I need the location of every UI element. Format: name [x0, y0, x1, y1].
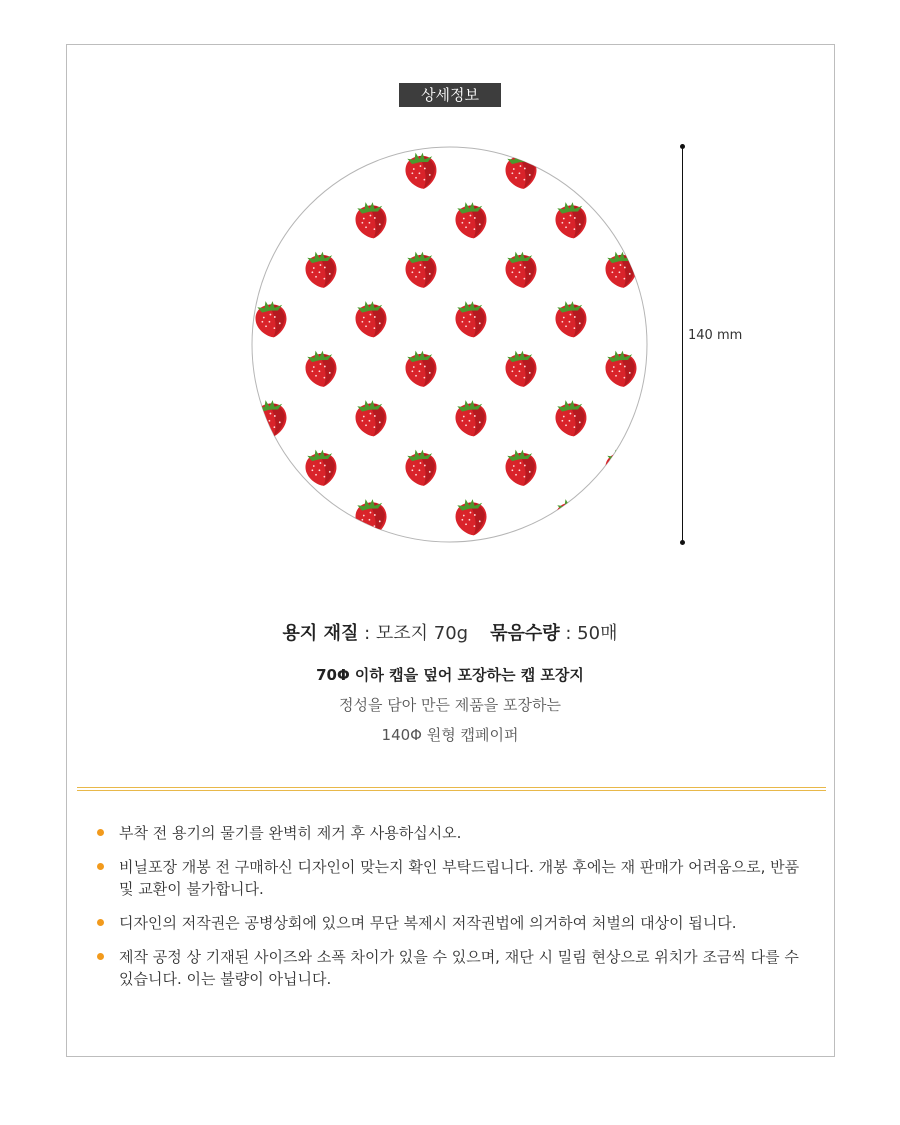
section-divider — [77, 787, 826, 791]
description-line-1: 정성을 담아 만든 제품을 포장하는 — [339, 696, 561, 714]
cap-paper-preview — [251, 146, 648, 543]
bundle-label: 묶음수량 — [490, 623, 560, 644]
dimension-label: 140 mm — [688, 328, 743, 343]
paper-label: 용지 재질 — [282, 623, 359, 644]
notice-item: 부착 전 용기의 물기를 완벽히 제거 후 사용하십시오. — [97, 822, 817, 844]
strawberry-icon — [603, 150, 639, 191]
section-badge: 상세정보 — [399, 83, 501, 107]
bullet-icon — [97, 919, 104, 926]
notice-item: 디자인의 저작권은 공병상회에 있으며 무단 복제시 저작권법에 의거하여 처벌의 대상이 됩니다. — [97, 912, 817, 934]
paper-value: : 모조지 70g — [358, 623, 469, 644]
strawberry-icon — [253, 200, 289, 241]
dimension-line — [682, 146, 683, 543]
product-subtitle: 70Φ 이하 캡을 덮어 포장하는 캡 포장지 — [316, 666, 584, 684]
bullet-icon — [97, 953, 104, 960]
bullet-icon — [97, 863, 104, 870]
notice-list — [97, 822, 817, 1002]
description-line-2: 140Φ 원형 캡페이퍼 — [381, 726, 519, 744]
dimension-end-bottom — [680, 540, 685, 545]
bullet-icon — [97, 829, 104, 836]
bundle-value: : 50매 — [559, 623, 618, 644]
spec-row — [0, 619, 900, 645]
notice-item: 제작 공정 상 기재된 사이즈와 소폭 차이가 있을 수 있으며, 재단 시 밀림 현상으로 위치가 조금씩 다를 수 있습니다. 이는 불량이 아닙니다. — [97, 946, 817, 990]
notice-item: 비닐포장 개봉 전 구매하신 디자인이 맞는지 확인 부탁드립니다. 개봉 후에는 재 판매가 어려움으로, 반품 및 교환이 불가합니다. — [97, 856, 817, 900]
dimension-end-top — [680, 144, 685, 149]
strawberry-icon — [253, 497, 289, 538]
